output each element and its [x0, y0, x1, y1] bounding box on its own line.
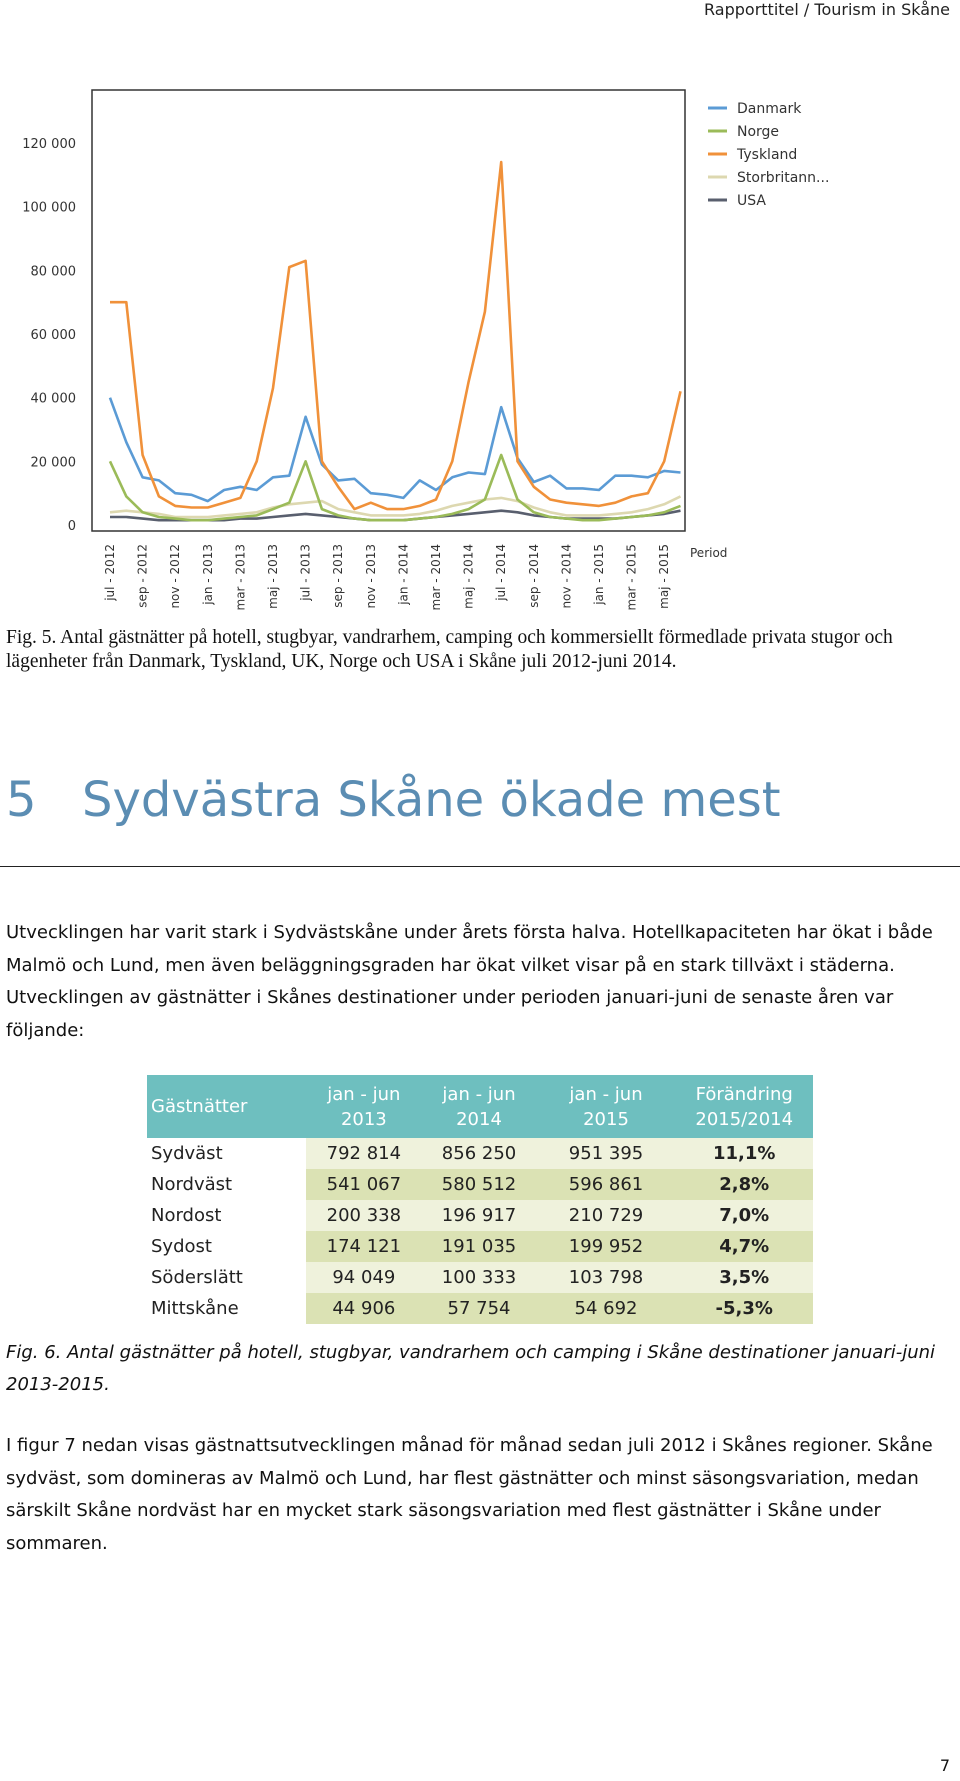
- section-heading: [6, 772, 781, 828]
- fig5-caption: Fig. 5. Antal gästnätter på hotell, stugbyar, vandrarhem, camping och kommersiellt förmedlade privata stugor och lägenheter från Danmark, Tyskland, UK, Norge och USA i Skåne juli 2012-juni 2014.: [6, 627, 893, 672]
- table-cell: 541 067: [306, 1169, 421, 1200]
- x-tick-label: sep - 2014: [526, 544, 541, 608]
- table-header-row: [147, 1075, 813, 1138]
- table-cell: 3,5%: [675, 1262, 813, 1293]
- x-tick-label: sep - 2013: [331, 544, 346, 608]
- table-header-cell: jan - jun 2014: [421, 1075, 536, 1138]
- page-number: 7: [939, 1756, 950, 1775]
- table-row: [147, 1262, 813, 1293]
- x-tick-label: sep - 2012: [135, 544, 150, 608]
- heading-rule: [0, 866, 960, 867]
- chart-fig5: [0, 80, 840, 620]
- x-tick-label: nov - 2013: [363, 544, 378, 609]
- y-tick-label: 20 000: [30, 455, 76, 471]
- x-tick-label: jan - 2014: [396, 544, 411, 605]
- fig6-caption: Fig. 6. Antal gästnätter på hotell, stugbyar, vandrarhem och camping i Skåne destinationer januari-juni 2013-2015.: [6, 1342, 936, 1395]
- y-tick-label: 40 000: [30, 391, 76, 407]
- table-cell: 199 952: [537, 1231, 676, 1262]
- intro-paragraph: Utvecklingen har varit stark i Sydvästskåne under årets första halva. Hotellkapaciteten har ökat i både Malmö och Lund, men även beläggningsgraden har ökat vilket visar på en stark tillväxt i städerna. Utvecklingen av gästnätter i Skånes destinationer under perioden januari-juni de senaste åren var följande:: [6, 922, 933, 1041]
- table-header-cell: Gästnätter: [147, 1075, 306, 1138]
- table-cell: 44 906: [306, 1293, 421, 1324]
- page-header: Rapporttitel / Tourism in Skåne: [704, 0, 950, 19]
- line-chart: [0, 80, 840, 620]
- table-cell: 200 338: [306, 1200, 421, 1231]
- x-tick-label: nov - 2012: [168, 544, 183, 609]
- x-axis-label: Period: [690, 546, 728, 560]
- table-cell: 57 754: [421, 1293, 536, 1324]
- table-row-label: Nordost: [147, 1200, 306, 1231]
- table-cell: 580 512: [421, 1169, 536, 1200]
- table-row-label: Nordväst: [147, 1169, 306, 1200]
- x-tick-label: maj - 2014: [461, 544, 476, 609]
- legend-label: Norge: [737, 124, 780, 140]
- table-row: [147, 1200, 813, 1231]
- body-paragraph: I figur 7 nedan visas gästnattsutvecklingen månad för månad sedan juli 2012 i Skånes regioner. Skåne sydväst, som domineras av Malmö och Lund, har flest gästnätter och minst säsongsvariation, medan särskilt Skåne nordväst har en mycket stark säsongsvariation med flest gästnätter i Skåne under sommaren.: [6, 1435, 933, 1554]
- legend-label: Danmark: [737, 101, 802, 117]
- table-cell: 951 395: [537, 1138, 676, 1169]
- table-cell: 856 250: [421, 1138, 536, 1169]
- table-cell: 4,7%: [675, 1231, 813, 1262]
- table-cell: 94 049: [306, 1262, 421, 1293]
- table-row-label: Söderslätt: [147, 1262, 306, 1293]
- table-cell: 596 861: [537, 1169, 676, 1200]
- section-number: 5: [6, 772, 37, 828]
- table-row: [147, 1169, 813, 1200]
- y-tick-label: 100 000: [22, 200, 76, 216]
- table-cell: 11,1%: [675, 1138, 813, 1169]
- x-tick-label: nov - 2014: [559, 544, 574, 609]
- x-tick-label: jan - 2015: [592, 544, 606, 605]
- y-tick-label: 60 000: [30, 328, 76, 343]
- table-cell: 54 692: [537, 1293, 676, 1324]
- x-tick-label: jul - 2014: [494, 544, 509, 601]
- table-cell: 7,0%: [675, 1200, 813, 1231]
- guest-nights-table: [147, 1075, 813, 1324]
- x-tick-label: mar - 2014: [429, 544, 443, 611]
- table-cell: 100 333: [421, 1262, 536, 1293]
- legend-label: Storbritann...: [737, 170, 830, 186]
- x-tick-label: jan - 2013: [200, 544, 215, 605]
- table-cell: 792 814: [306, 1138, 421, 1169]
- table-cell: 196 917: [421, 1200, 536, 1231]
- table-row: [147, 1138, 813, 1169]
- table-row-label: Mittskåne: [147, 1293, 306, 1324]
- plot-frame: [92, 90, 685, 531]
- x-tick-label: jul - 2012: [103, 544, 117, 601]
- table-row: [147, 1293, 813, 1324]
- table-cell: 2,8%: [675, 1169, 813, 1200]
- table-cell: 210 729: [537, 1200, 676, 1231]
- x-tick-label: jul - 2013: [298, 544, 313, 601]
- legend-label: USA: [737, 193, 766, 209]
- x-tick-label: maj - 2015: [657, 544, 672, 609]
- table-cell: 191 035: [421, 1231, 536, 1262]
- table-row-label: Sydost: [147, 1231, 306, 1262]
- table-row-label: Sydväst: [147, 1138, 306, 1169]
- table-row: [147, 1231, 813, 1262]
- y-tick-label: 120 000: [22, 137, 76, 152]
- table-cell: 174 121: [306, 1231, 421, 1262]
- table-cell: -5,3%: [675, 1293, 813, 1324]
- table-header-cell: jan - jun 2015: [537, 1075, 676, 1138]
- table-header-cell: jan - jun 2013: [306, 1075, 421, 1138]
- y-tick-label: 80 000: [30, 264, 76, 280]
- table-header-cell: Förändring 2015/2014: [675, 1075, 813, 1138]
- x-tick-label: mar - 2015: [624, 544, 639, 611]
- x-tick-label: mar - 2013: [233, 544, 248, 611]
- section-title: Sydvästra Skåne ökade mest: [82, 772, 781, 828]
- table-cell: 103 798: [537, 1262, 676, 1293]
- x-tick-label: maj - 2013: [266, 544, 280, 609]
- legend-label: Tyskland: [737, 147, 798, 163]
- y-tick-label: 0: [67, 519, 76, 534]
